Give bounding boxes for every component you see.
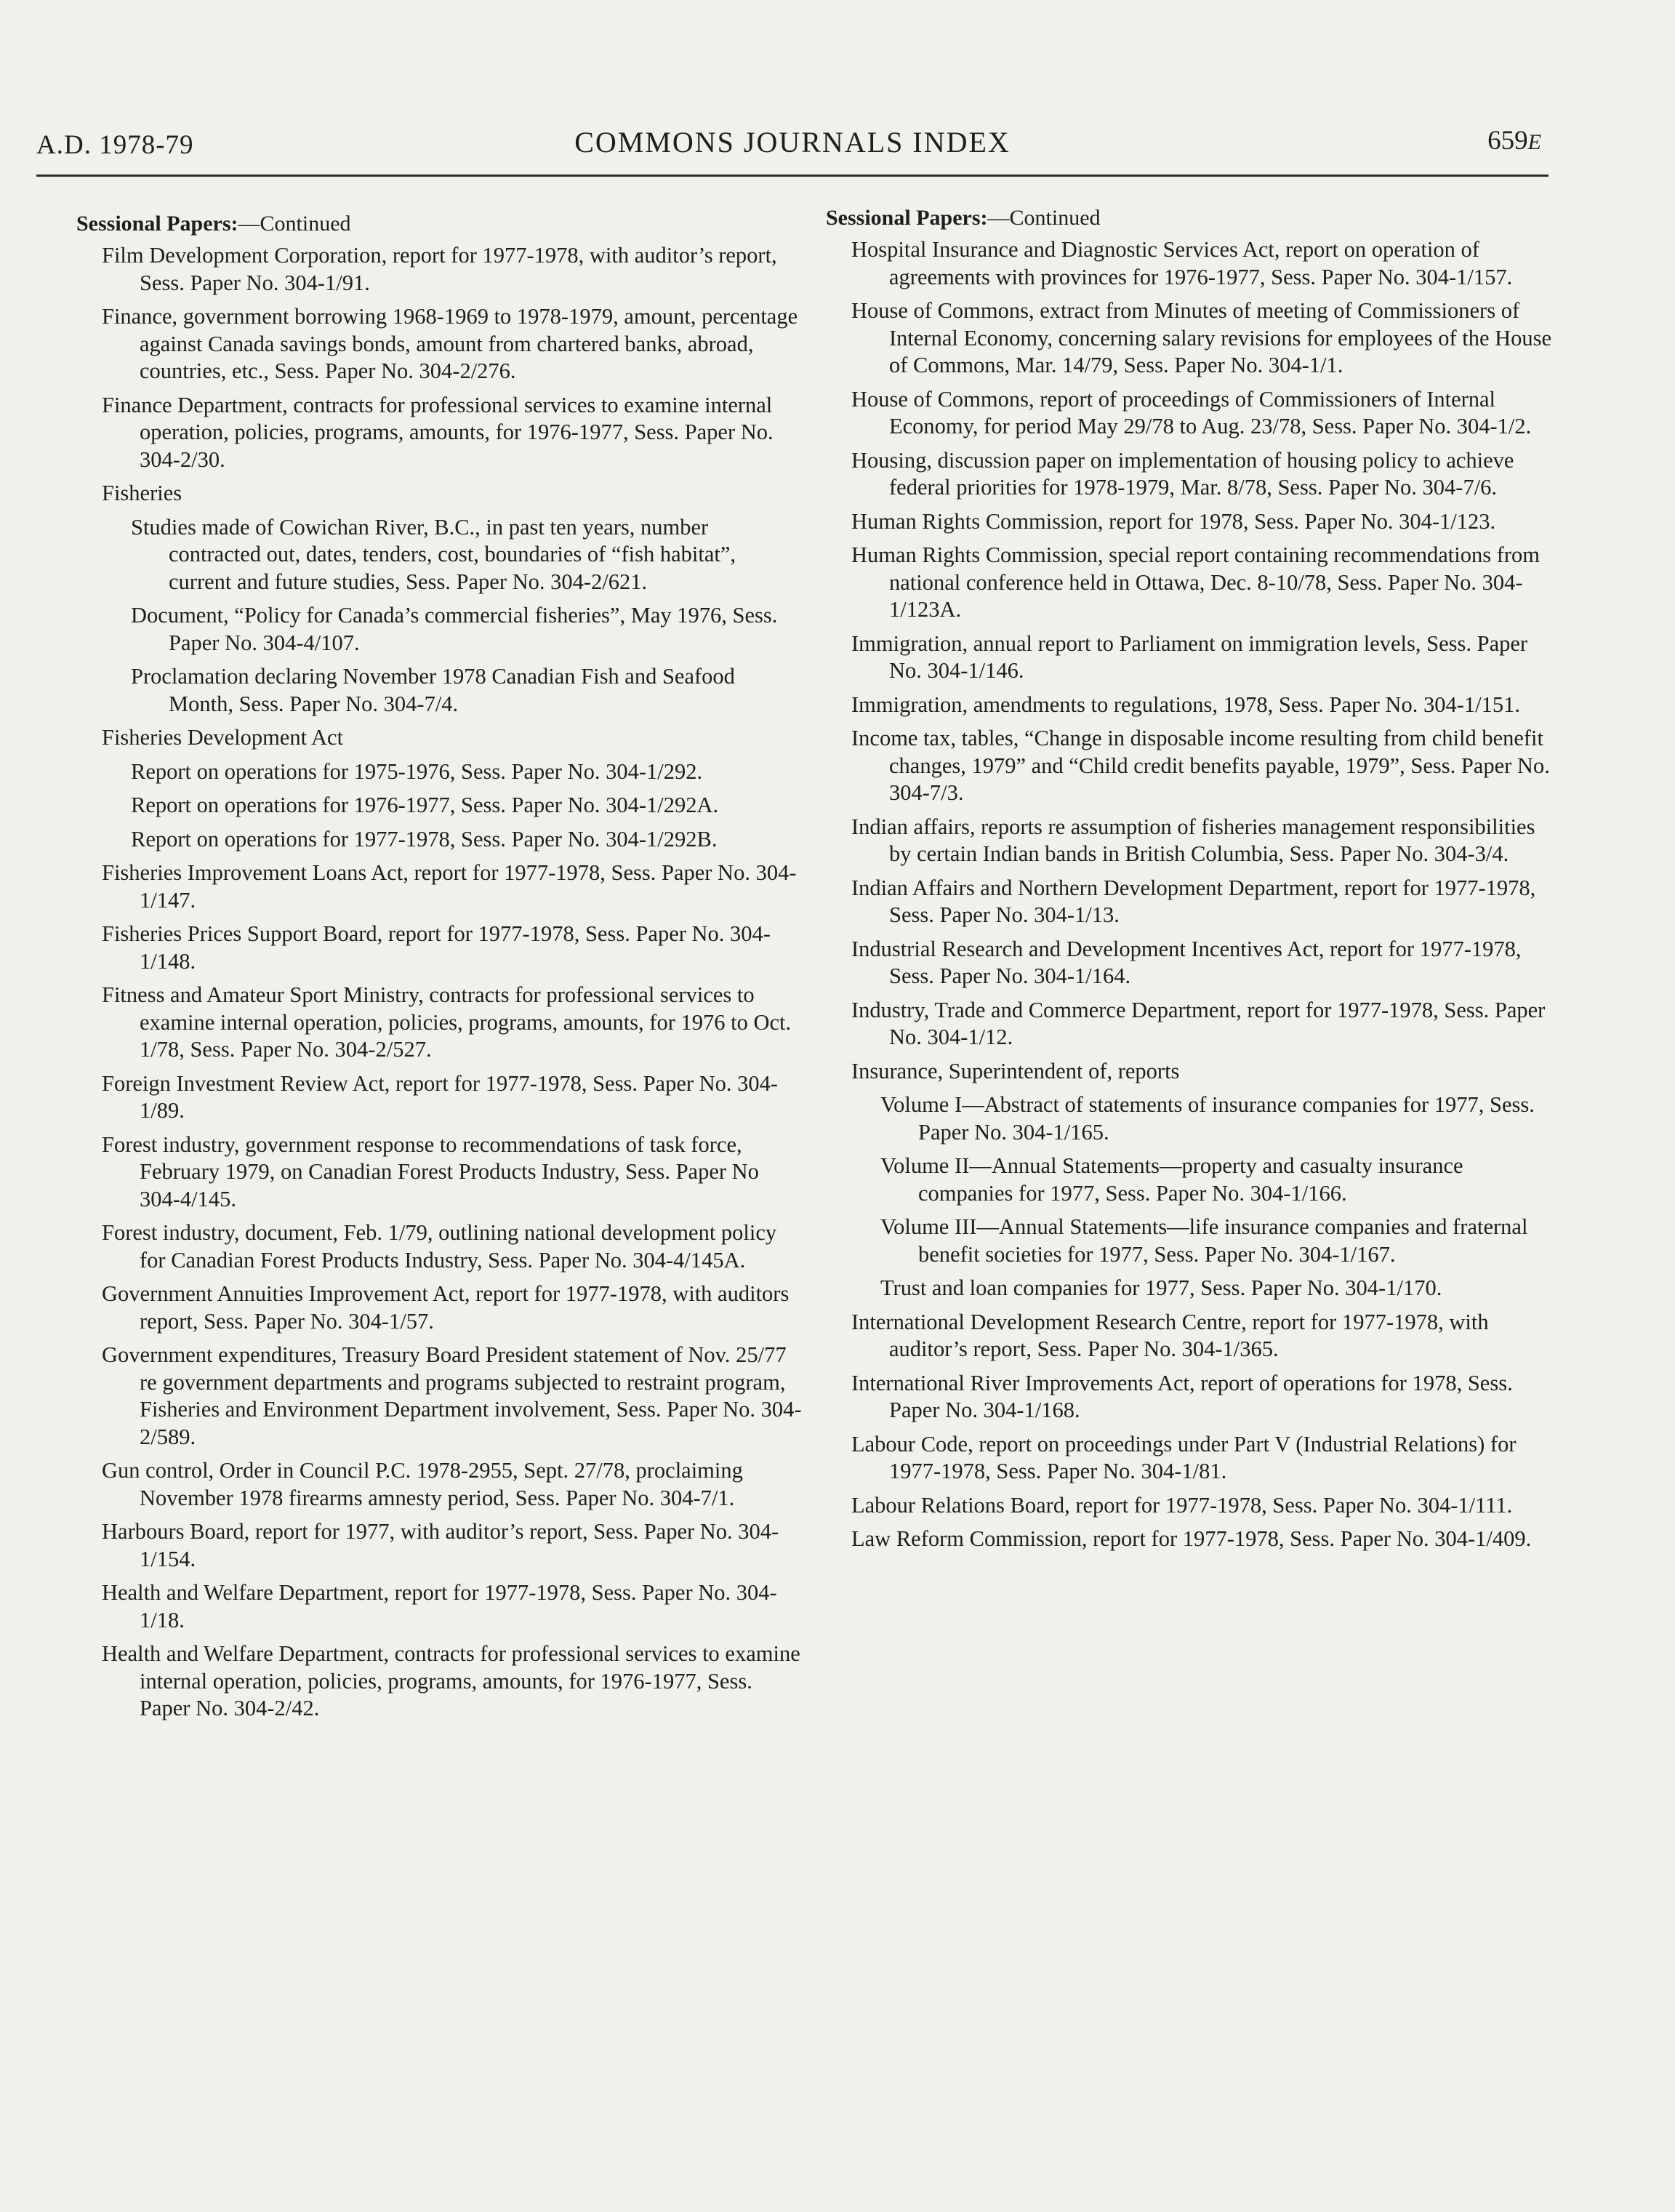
index-entry: Industry, Trade and Commerce Department, report for 1977-1978, Sess. Paper No. 304-1/12.	[851, 997, 1546, 1049]
index-entry: Finance, government borrowing 1968-1969 to 1978-1979, amount, percentage against Canada savings bonds, amount from chartered banks, abroad, countries, etc., Sess. Paper No. 304-2/276.	[102, 304, 798, 383]
right-column	[826, 204, 1553, 1560]
index-entry: Volume II—Annual Statements—property and casualty insurance companies for 1977, Sess. Paper No. 304-1/166.	[880, 1153, 1463, 1206]
right-entry-list	[826, 236, 1553, 1553]
index-entry: Film Development Corporation, report for 1977-1978, with auditor’s report, Sess. Paper No. 304-1/91.	[102, 243, 777, 295]
index-entry: Studies made of Cowichan River, B.C., in past ten years, number contracted out, dates, tenders, cost, boundaries of “fish habitat”, current and future studies, Sess. Paper No. 304-2/621.	[131, 514, 736, 594]
section-heading	[76, 209, 803, 238]
index-entry: Insurance, Superintendent of, reports	[851, 1058, 1180, 1083]
index-entry: Government expenditures, Treasury Board President statement of Nov. 25/77 re government departments and programs subjected to restraint program, Fisheries and Environment Department involvement, Sess. Paper No. 304-2/589.	[102, 1342, 802, 1449]
index-entry: Proclamation declaring November 1978 Canadian Fish and Seafood Month, Sess. Paper No. 304-7/4.	[131, 664, 735, 716]
header-title: COMMONS JOURNALS INDEX	[574, 126, 1011, 159]
index-entry: House of Commons, extract from Minutes of meeting of Commissioners of Internal Economy, concerning salary revisions for employees of the House of Commons, Mar. 14/79, Sess. Paper No. 304-1/1.	[851, 298, 1552, 377]
index-entry: International Development Research Centre, report for 1977-1978, with auditor’s report, Sess. Paper No. 304-1/365.	[851, 1309, 1489, 1361]
page-number-value: 659	[1487, 126, 1528, 156]
index-entry: Income tax, tables, “Change in disposable income resulting from child benefit changes, 1979” and “Child credit benefits payable, 1979”, Sess. Paper No. 304-7/3.	[851, 726, 1550, 805]
page-number-suffix: E	[1527, 130, 1541, 154]
index-entry: Report on operations for 1975-1976, Sess. Paper No. 304-1/292.	[131, 758, 703, 784]
index-entry: Fisheries Prices Support Board, report for 1977-1978, Sess. Paper No. 304-1/148.	[102, 921, 771, 974]
page-number	[1487, 125, 1541, 156]
section-heading-bold: Sessional Papers:	[826, 206, 988, 230]
section-heading-continued: —Continued	[238, 212, 351, 236]
running-head	[36, 126, 1549, 177]
left-entry-list	[76, 242, 803, 1723]
index-entry: Fitness and Amateur Sport Ministry, contracts for professional services to examine internal operation, policies, programs, amounts, for 1976 to Oct. 1/78, Sess. Paper No. 304-2/527.	[102, 982, 792, 1062]
index-entry: Volume I—Abstract of statements of insurance companies for 1977, Sess. Paper No. 304-1/165.	[880, 1092, 1535, 1145]
index-entry: Human Rights Commission, report for 1978, Sess. Paper No. 304-1/123.	[851, 508, 1496, 534]
index-entry: Fisheries	[102, 481, 182, 505]
section-heading	[826, 204, 1553, 232]
index-entry: Industrial Research and Development Incentives Act, report for 1977-1978, Sess. Paper No. 304-1/164.	[851, 936, 1522, 988]
index-entry: Health and Welfare Department, report for 1977-1978, Sess. Paper No. 304-1/18.	[102, 1580, 777, 1632]
index-entry: Document, “Policy for Canada’s commercial fisheries”, May 1976, Sess. Paper No. 304-4/107.	[131, 603, 778, 655]
index-entry: Law Reform Commission, report for 1977-1978, Sess. Paper No. 304-1/409.	[851, 1526, 1532, 1551]
index-entry: Indian Affairs and Northern Development Department, report for 1977-1978, Sess. Paper No. 304-1/13.	[851, 875, 1536, 927]
index-entry: Fisheries Development Act	[102, 725, 344, 750]
index-entry: Gun control, Order in Council P.C. 1978-2955, Sept. 27/78, proclaiming November 1978 firearms amnesty period, Sess. Paper No. 304-7/1.	[102, 1458, 743, 1510]
index-entry: Harbours Board, report for 1977, with auditor’s report, Sess. Paper No. 304-1/154.	[102, 1519, 779, 1571]
index-entry: Labour Code, report on proceedings under Part V (Industrial Relations) for 1977-1978, Sess. Paper No. 304-1/81.	[851, 1431, 1517, 1483]
section-heading-bold: Sessional Papers:	[76, 212, 238, 236]
index-entry: Immigration, annual report to Parliament on immigration levels, Sess. Paper No. 304-1/146.	[851, 630, 1528, 683]
index-entry: Hospital Insurance and Diagnostic Services Act, report on operation of agreements with provinces for 1976-1977, Sess. Paper No. 304-1/157.	[851, 237, 1513, 289]
left-column	[76, 209, 803, 1729]
section-heading-continued: —Continued	[987, 206, 1101, 230]
index-entry: Report on operations for 1977-1978, Sess. Paper No. 304-1/292B.	[131, 826, 718, 851]
index-entry: Finance Department, contracts for professional services to examine internal operation, policies, programs, amounts, for 1976-1977, Sess. Paper No. 304-2/30.	[102, 392, 774, 472]
index-entry: House of Commons, report of proceedings of Commissioners of Internal Economy, for period May 29/78 to Aug. 23/78, Sess. Paper No. 304-1/2.	[851, 386, 1532, 438]
index-entry: Health and Welfare Department, contracts for professional services to examine internal operation, policies, programs, amounts, for 1976-1977, Sess. Paper No. 304-2/42.	[102, 1641, 800, 1720]
index-entry: Government Annuities Improvement Act, report for 1977-1978, with auditors report, Sess. Paper No. 304-1/57.	[102, 1281, 790, 1334]
index-entry: International River Improvements Act, report of operations for 1978, Sess. Paper No. 304-1/168.	[851, 1370, 1513, 1422]
index-entry: Human Rights Commission, special report containing recommendations from national conference held in Ottawa, Dec. 8-10/78, Sess. Paper No. 304-1/123A.	[851, 542, 1541, 622]
index-entry: Foreign Investment Review Act, report for 1977-1978, Sess. Paper No. 304-1/89.	[102, 1070, 779, 1123]
index-entry: Labour Relations Board, report for 1977-1978, Sess. Paper No. 304-1/111.	[851, 1492, 1513, 1518]
index-entry: Indian affairs, reports re assumption of fisheries management responsibilities by certain Indian bands in British Columbia, Sess. Paper No. 304-3/4.	[851, 814, 1535, 866]
index-entry: Volume III—Annual Statements—life insurance companies and fraternal benefit societies for 1977, Sess. Paper No. 304-1/167.	[880, 1214, 1528, 1267]
index-entry: Housing, discussion paper on implementation of housing policy to achieve federal priorities for 1978-1979, Mar. 8/78, Sess. Paper No. 304-7/6.	[851, 447, 1514, 500]
index-entry: Immigration, amendments to regulations, 1978, Sess. Paper No. 304-1/151.	[851, 692, 1520, 717]
index-entry: Forest industry, document, Feb. 1/79, outlining national development policy for Canadian Forest Products Industry, Sess. Paper No. 304-4/145A.	[102, 1220, 777, 1273]
index-entry: Trust and loan companies for 1977, Sess. Paper No. 304-1/170.	[880, 1275, 1442, 1300]
index-entry: Fisheries Improvement Loans Act, report for 1977-1978, Sess. Paper No. 304-1/147.	[102, 860, 797, 913]
header-years: A.D. 1978-79	[36, 130, 194, 160]
index-entry: Forest industry, government response to recommendations of task force, February 1979, on Canadian Forest Products Industry, Sess. Paper No 304-4/145.	[102, 1131, 759, 1211]
index-entry: Report on operations for 1976-1977, Sess. Paper No. 304-1/292A.	[131, 793, 719, 817]
